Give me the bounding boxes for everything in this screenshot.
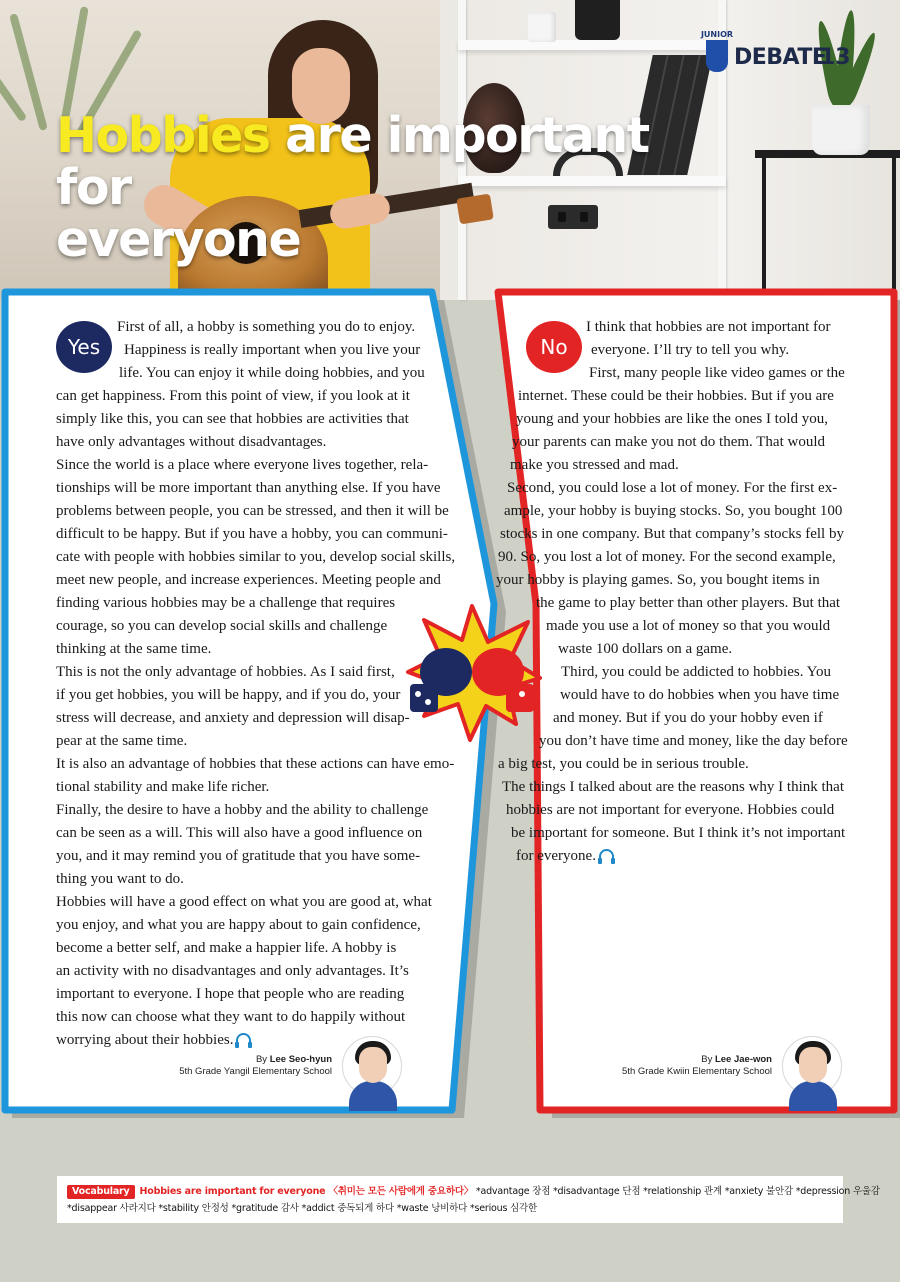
text-line: important to everyone. I hope that people who are reading bbox=[56, 986, 405, 1002]
text-line: The things I talked about are the reasons why I think that bbox=[502, 779, 844, 795]
text-line: stress will decrease, and anxiety and depression will disap- bbox=[56, 710, 410, 726]
text-line: courage, so you can develop social skills and challenge bbox=[56, 618, 388, 634]
text-line: your hobby is playing games. So, you bought items in bbox=[496, 572, 820, 588]
text-line: I think that hobbies are not important for bbox=[586, 319, 831, 335]
text-line: be important for someone. But I think it’s not important bbox=[511, 825, 846, 841]
text-line: can get happiness. From this point of view, if you look at it bbox=[56, 388, 410, 404]
text-line: It is also an advantage of hobbies that these actions can have emo- bbox=[56, 756, 455, 772]
author-school: 5th Grade Yangil Elementary School bbox=[179, 1066, 332, 1077]
text-line: pear at the same time. bbox=[56, 733, 188, 749]
text-line: Third, you could be addicted to hobbies. You bbox=[561, 664, 831, 680]
text-line: simply like this, you can see that hobbies are activities that bbox=[56, 411, 409, 427]
text-line: a big test, you could be in serious trouble. bbox=[498, 756, 749, 772]
headphones-icon bbox=[599, 849, 614, 861]
text-line: become a better self, and make a happier life. A hobby is bbox=[56, 940, 397, 956]
text-line: the game to play better than other players. But that bbox=[536, 595, 841, 611]
text-line: problems between people, you can be stressed, and then it will be bbox=[56, 503, 449, 519]
text-line: stocks in one company. But that company’s stocks fell by bbox=[500, 526, 844, 542]
text-line: finding various hobbies may be a challenge that requires bbox=[56, 595, 396, 611]
vocabulary-line bbox=[67, 1183, 880, 1200]
section-label: DEBATE bbox=[734, 45, 827, 70]
text-line: difficult to be happy. But if you have a hobby, you can communi- bbox=[56, 526, 448, 542]
text-line: tionships will be more important than anything else. If you have bbox=[56, 480, 441, 496]
text-line: Hobbies will have a good effect on what you are good at, what bbox=[56, 894, 432, 910]
text-line: internet. These could be their hobbies. But if you are bbox=[518, 388, 834, 404]
text-line: Finally, the desire to have a hobby and the ability to challenge bbox=[56, 802, 429, 818]
text-line: this now can choose what they want to do happily without bbox=[56, 1009, 406, 1025]
text-line: make you stressed and mad. bbox=[510, 457, 679, 473]
author-name: Lee Seo-hyun bbox=[269, 1054, 332, 1065]
text-line: First of all, a hobby is something you do to enjoy. bbox=[117, 319, 416, 335]
text-line: thinking at the same time. bbox=[56, 641, 212, 657]
text-line: you, and it may remind you of gratitude that you have some- bbox=[56, 848, 421, 864]
author-name: Lee Jae-won bbox=[714, 1054, 772, 1065]
text-line: young and your hobbies are like the ones I told you, bbox=[516, 411, 829, 427]
text-line: have only advantages without disadvantages. bbox=[56, 434, 327, 450]
text-line: you don’t have time and money, like the day before bbox=[539, 733, 848, 749]
text-line: hobbies are not important for everyone. Hobbies could bbox=[506, 802, 835, 818]
text-line: thing you want to do. bbox=[56, 871, 184, 887]
text-line: First, many people like video games or the bbox=[589, 365, 845, 381]
text-line: Since the world is a place where everyone lives together, rela- bbox=[56, 457, 429, 473]
text-line: everyone. I’ll try to tell you why. bbox=[591, 342, 790, 358]
vocabulary-label: Vocabulary bbox=[67, 1185, 135, 1199]
text-line: life. You can enjoy it while doing hobbies, and you bbox=[119, 365, 425, 381]
text-line: Second, you could lose a lot of money. For the first ex- bbox=[507, 480, 838, 496]
junior-logo-text: JUNIOR bbox=[700, 30, 734, 39]
text-line: an activity with no disadvantages and only advantages. It’s bbox=[56, 963, 409, 979]
avatar bbox=[782, 1036, 842, 1096]
author-school: 5th Grade Kwiin Elementary School bbox=[622, 1066, 772, 1077]
text-line: can be seen as a will. This will also have a good influence on bbox=[56, 825, 423, 841]
text-line: tional stability and make life richer. bbox=[56, 779, 270, 795]
text-line: meet new people, and increase experiences. Meeting people and bbox=[56, 572, 441, 588]
text-line: made you use a lot of money so that you would bbox=[546, 618, 831, 634]
title-line2: everyone bbox=[56, 211, 301, 268]
text-line: Happiness is really important when you live your bbox=[124, 342, 421, 358]
text-line: would have to do hobbies when you have time bbox=[560, 687, 840, 703]
title-rest: are important for bbox=[56, 107, 649, 216]
text-line: cate with people with hobbies similar to you, develop social skills, bbox=[56, 549, 456, 565]
text-line: if you get hobbies, you will be happy, and if you do, your bbox=[56, 687, 401, 703]
vocabulary-terms: *advantage 장점 *disadvantage 단점 *relationship 관계 *anxiety 불안감 *depression 우울감 bbox=[473, 1186, 880, 1197]
text-line: worrying about their hobbies. bbox=[56, 1032, 234, 1048]
yes-badge: Yes bbox=[56, 321, 112, 373]
text-line: This is not the only advantage of hobbies. As I said first, bbox=[56, 664, 395, 680]
text-line: waste 100 dollars on a game. bbox=[558, 641, 733, 657]
text-line: 90. So, you lost a lot of money. For the second example, bbox=[498, 549, 836, 565]
text-line: and money. But if you do your hobby even if bbox=[553, 710, 823, 726]
vocabulary-box bbox=[57, 1176, 880, 1223]
text-line: your parents can make you not do them. That would bbox=[512, 434, 825, 450]
byline-prefix: By bbox=[255, 1054, 270, 1065]
title-accent: Hobbies bbox=[56, 107, 270, 164]
text-line: ample, your hobby is buying stocks. So, you bought 100 bbox=[504, 503, 843, 519]
text-line-last bbox=[516, 845, 614, 868]
no-byline bbox=[612, 1054, 772, 1078]
page-number: 13 bbox=[820, 45, 851, 70]
no-badge: No bbox=[526, 321, 582, 373]
byline-prefix: By bbox=[701, 1054, 715, 1065]
text-line: for everyone. bbox=[516, 848, 596, 864]
vocabulary-terms: *disappear 사라지다 *stability 안정성 *gratitude 감사 *addict 중독되게 하다 *waste 낭비하다 *serious 심각한 bbox=[67, 1203, 537, 1214]
vocabulary-heading: Hobbies are important for everyone 〈취미는 모든 사람에게 중요하다〉 bbox=[139, 1186, 474, 1197]
text-line: you enjoy, and what you are happy about to gain confidence, bbox=[56, 917, 421, 933]
